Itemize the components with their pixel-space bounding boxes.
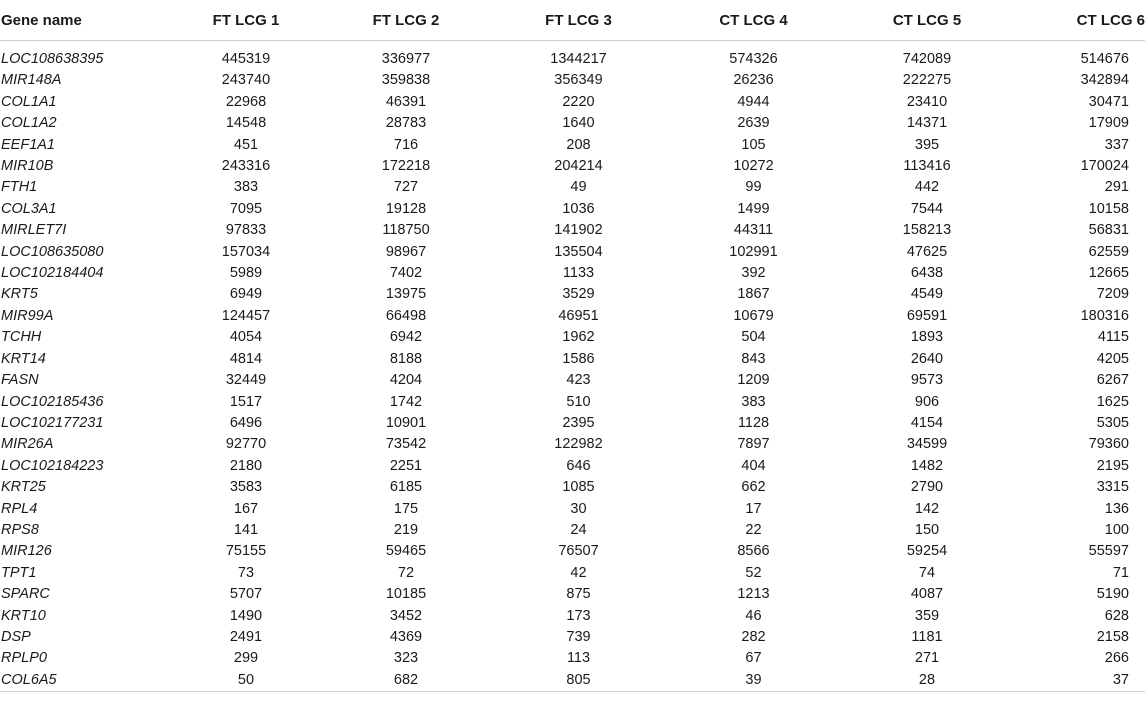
ct-lcg-5-cell: 395 — [914, 136, 940, 153]
gene-name-cell: LOC102184223 — [1, 457, 104, 474]
ft-lcg-3-cell: 135504 — [554, 243, 603, 260]
table-row — [0, 670, 1145, 692]
gene-name-cell: LOC102177231 — [1, 414, 104, 431]
ft-lcg-2-cell: 7402 — [389, 265, 423, 282]
gene-name-cell: KRT5 — [1, 286, 38, 303]
ft-lcg-1-cell: 141 — [233, 521, 259, 538]
ft-lcg-3-cell: 141902 — [554, 222, 603, 239]
ft-lcg-2-cell: 3452 — [389, 607, 423, 624]
ft-lcg-2-cell: 323 — [393, 650, 419, 667]
ct-lcg-5-cell: 9573 — [910, 372, 944, 389]
gene-name-cell: MIR126 — [1, 543, 52, 560]
gene-name-cell: COL6A5 — [0, 670, 171, 692]
ft-lcg-1-cell: 22968 — [225, 93, 267, 110]
ct-lcg-6-cell: 514676 — [1080, 51, 1129, 67]
ft-lcg-3-cell: 49 — [570, 179, 587, 196]
ct-lcg-4-cell: 843 — [741, 350, 766, 367]
ft-lcg-2-cell: 8188 — [389, 350, 423, 367]
ft-lcg-3-cell: 122982 — [554, 436, 603, 453]
ft-lcg-2-cell: 336977 — [381, 51, 431, 67]
ft-lcg-1-cell: 75155 — [225, 543, 267, 560]
table-row — [0, 520, 1145, 541]
ct-lcg-6-cell: 337 — [1104, 136, 1129, 153]
ft-lcg-3-cell: 2395 — [562, 414, 595, 431]
ct-lcg-5-cell: 1181 — [911, 628, 943, 645]
ft-lcg-1-cell: 451 — [233, 136, 259, 153]
table-row — [0, 477, 1145, 498]
ct-lcg-5-cell: 150 — [914, 521, 940, 538]
ct-lcg-4-cell: 102991 — [729, 243, 778, 260]
ct-lcg-5-cell: 1482 — [910, 457, 944, 474]
ft-lcg-2-cell: 727 — [393, 179, 419, 196]
ft-lcg-2-cell: 98967 — [385, 243, 427, 260]
ct-lcg-4-cell: 17 — [745, 500, 762, 517]
gene-name-cell: KRT14 — [1, 350, 46, 367]
ct-lcg-6-cell: 79360 — [1088, 436, 1129, 453]
ft-lcg-1-cell: 243316 — [221, 158, 271, 175]
gene-name-cell: COL1A2 — [1, 115, 57, 132]
ft-lcg-2-cell: 219 — [393, 521, 419, 538]
ft-lcg-3-cell: 1133 — [562, 265, 595, 282]
gene-name-cell: RPLP0 — [1, 650, 47, 667]
ft-lcg-1-cell: 92770 — [225, 436, 267, 453]
table-row — [0, 627, 1145, 648]
ft-lcg-3-cell: 76507 — [558, 543, 599, 560]
ct-lcg-5-cell: 158213 — [902, 222, 952, 239]
ct-lcg-5-cell: 6438 — [910, 265, 944, 282]
ct-lcg-4-cell: 2639 — [737, 115, 770, 132]
ft-lcg-3-cell: 739 — [566, 628, 591, 645]
ft-lcg-1-cell: 7095 — [229, 200, 263, 217]
table-row — [0, 413, 1145, 434]
ct-lcg-4-cell: 1499 — [737, 200, 770, 217]
ct-lcg-5-cell: 47625 — [906, 243, 948, 260]
table-row — [0, 456, 1145, 477]
ft-lcg-2-cell: 118750 — [382, 222, 430, 239]
ft-lcg-1-cell: 2491 — [229, 628, 263, 645]
ct-lcg-4-cell: 26236 — [733, 72, 774, 89]
gene-name-cell: LOC108638395 — [1, 51, 104, 67]
ct-lcg-4-cell: 4944 — [737, 93, 770, 110]
table-row — [0, 92, 1145, 113]
ft-lcg-3-cell: 1036 — [562, 200, 595, 217]
ct-lcg-4-cell: 52 — [745, 564, 762, 581]
ct-lcg-5-cell: 4549 — [910, 286, 944, 303]
ct-lcg-5-cell: 442 — [914, 179, 940, 196]
table-row — [0, 606, 1145, 627]
ft-lcg-2-cell: 46391 — [385, 93, 427, 110]
ct-lcg-4-cell: 504 — [741, 329, 766, 346]
ct-lcg-6-cell: 136 — [1104, 500, 1129, 517]
ft-lcg-1-cell: 299 — [233, 650, 259, 667]
table-row — [0, 370, 1145, 391]
ct-lcg-6-cell: 266 — [1104, 650, 1129, 667]
ct-lcg-5-cell: 142 — [914, 500, 940, 517]
ft-lcg-1-cell: 73 — [237, 564, 255, 581]
ct-lcg-6-cell: 2158 — [1096, 628, 1129, 645]
ct-lcg-4-cell: 1209 — [737, 372, 770, 389]
ft-lcg-2-cell: 13975 — [385, 286, 427, 303]
ct-lcg-6-cell: 56831 — [1088, 222, 1129, 239]
header-ft-lcg-1: FT LCG 1 — [171, 0, 321, 41]
ft-lcg-1-cell: 5707 — [229, 586, 263, 603]
table-row — [0, 584, 1145, 605]
table-row — [0, 49, 1145, 70]
ct-lcg-6-cell: 37 — [1013, 670, 1145, 692]
ft-lcg-3-cell: 3529 — [562, 286, 595, 303]
spacer-cell — [1013, 41, 1145, 50]
ct-lcg-5-cell: 2640 — [910, 350, 944, 367]
gene-name-cell: EEF1A1 — [1, 136, 55, 153]
gene-name-cell: FASN — [1, 372, 39, 389]
header-ct-lcg-6: CT LCG 6 — [1013, 0, 1145, 41]
ct-lcg-4-cell: 392 — [741, 265, 766, 282]
ft-lcg-2-cell: 59465 — [385, 543, 427, 560]
table-row — [0, 113, 1145, 134]
ft-lcg-3-cell: 42 — [570, 564, 587, 581]
ct-lcg-6-cell: 180316 — [1080, 307, 1129, 324]
ft-lcg-1-cell: 4814 — [229, 350, 263, 367]
ct-lcg-4-cell: 1213 — [737, 586, 770, 603]
ct-lcg-4-cell: 574326 — [729, 51, 778, 67]
ct-lcg-5-cell: 113416 — [903, 158, 951, 175]
ct-lcg-6-cell: 170024 — [1080, 158, 1129, 175]
table-row — [0, 499, 1145, 520]
gene-name-cell: LOC102185436 — [1, 393, 104, 410]
ct-lcg-5-cell: 906 — [914, 393, 940, 410]
ft-lcg-1-cell: 1517 — [229, 393, 263, 410]
gene-name-cell: RPL4 — [1, 500, 38, 517]
spacer-row — [0, 41, 1145, 50]
ft-lcg-1-cell: 14548 — [225, 115, 267, 132]
ct-lcg-4-cell: 404 — [741, 457, 766, 474]
ft-lcg-1-cell: 97833 — [225, 222, 267, 239]
ct-lcg-4-cell: 67 — [745, 650, 762, 667]
gene-name-cell: FTH1 — [1, 179, 38, 196]
ct-lcg-6-cell: 12665 — [1088, 265, 1129, 282]
ft-lcg-2-cell: 10901 — [385, 414, 427, 431]
ft-lcg-3-cell: 356349 — [554, 72, 603, 89]
ct-lcg-5-cell: 34599 — [906, 436, 948, 453]
header-ft-lcg-2: FT LCG 2 — [321, 0, 491, 41]
gene-name-cell: KRT25 — [1, 479, 46, 496]
ft-lcg-3-cell: 1586 — [562, 350, 595, 367]
ct-lcg-5-cell: 28 — [841, 670, 1013, 692]
ct-lcg-5-cell: 59254 — [906, 543, 948, 560]
ft-lcg-2-cell: 2251 — [389, 457, 423, 474]
ct-lcg-5-cell: 23410 — [906, 93, 948, 110]
ft-lcg-3-cell: 30 — [570, 500, 587, 517]
ct-lcg-4-cell: 44311 — [733, 222, 774, 239]
ft-lcg-1-cell: 6949 — [229, 286, 263, 303]
ft-lcg-2-cell: 6942 — [389, 329, 423, 346]
ft-lcg-3-cell: 1962 — [562, 329, 595, 346]
ft-lcg-3-cell: 1085 — [562, 479, 595, 496]
ct-lcg-4-cell: 383 — [741, 393, 766, 410]
table-row — [0, 306, 1145, 327]
spacer-cell — [841, 41, 1013, 50]
gene-name-cell: MIR10B — [1, 158, 54, 175]
spacer-cell — [491, 41, 666, 50]
ft-lcg-2-cell: 172218 — [381, 158, 431, 175]
ct-lcg-4-cell: 8566 — [737, 543, 770, 560]
ft-lcg-1-cell: 3583 — [229, 479, 263, 496]
ft-lcg-2-cell: 4204 — [389, 372, 423, 389]
table-row — [0, 242, 1145, 263]
ft-lcg-3-cell: 1344217 — [550, 51, 607, 67]
gene-name-cell: SPARC — [1, 586, 50, 603]
table-row — [0, 220, 1145, 241]
table-row — [0, 563, 1145, 584]
table-row — [0, 156, 1145, 177]
ft-lcg-2-cell: 1742 — [389, 393, 423, 410]
table-body — [0, 41, 1145, 692]
ft-lcg-3-cell: 204214 — [554, 158, 603, 175]
ft-lcg-1-cell: 4054 — [229, 329, 263, 346]
table-row — [0, 327, 1145, 348]
ct-lcg-4-cell: 39 — [666, 670, 841, 692]
ft-lcg-3-cell: 875 — [566, 586, 591, 603]
ft-lcg-3-cell: 2220 — [562, 93, 595, 110]
ct-lcg-6-cell: 100 — [1104, 521, 1129, 538]
table-row — [0, 70, 1145, 91]
ct-lcg-5-cell: 14371 — [906, 115, 948, 132]
ft-lcg-2-cell: 6185 — [389, 479, 423, 496]
table-row — [0, 392, 1145, 413]
table-row — [0, 648, 1145, 669]
table-row — [0, 284, 1145, 305]
ct-lcg-5-cell: 271 — [914, 650, 940, 667]
ct-lcg-6-cell: 4115 — [1097, 329, 1129, 346]
ft-lcg-3-cell: 46951 — [558, 307, 599, 324]
ct-lcg-4-cell: 22 — [745, 521, 762, 538]
table-row — [0, 434, 1145, 455]
gene-name-cell: TPT1 — [1, 564, 37, 581]
gene-name-cell: MIRLET7I — [1, 222, 67, 239]
ft-lcg-3-cell: 208 — [566, 136, 591, 153]
header-ct-lcg-5: CT LCG 5 — [841, 0, 1013, 41]
ft-lcg-2-cell: 682 — [321, 670, 491, 692]
ct-lcg-4-cell: 7897 — [737, 436, 770, 453]
gene-name-cell: LOC102184404 — [1, 265, 104, 282]
ft-lcg-2-cell: 359838 — [381, 72, 431, 89]
spacer-cell — [666, 41, 841, 50]
ct-lcg-6-cell: 342894 — [1080, 72, 1129, 89]
ct-lcg-6-cell: 5190 — [1096, 586, 1129, 603]
ft-lcg-1-cell: 6496 — [229, 414, 263, 431]
ft-lcg-2-cell: 66498 — [385, 307, 427, 324]
gene-name-cell: DSP — [1, 628, 31, 645]
ct-lcg-6-cell: 3315 — [1096, 479, 1129, 496]
ct-lcg-5-cell: 4154 — [910, 414, 944, 431]
ct-lcg-6-cell: 5305 — [1096, 414, 1129, 431]
ct-lcg-6-cell: 4205 — [1096, 350, 1129, 367]
table-row — [0, 177, 1145, 198]
table-row — [0, 349, 1145, 370]
ft-lcg-3-cell: 173 — [566, 607, 591, 624]
ct-lcg-4-cell: 105 — [741, 136, 766, 153]
header-gene-name: Gene name — [0, 0, 171, 41]
gene-name-cell: COL1A1 — [1, 93, 57, 110]
ft-lcg-2-cell: 72 — [397, 564, 415, 581]
ct-lcg-6-cell: 71 — [1112, 564, 1129, 581]
table-row — [0, 135, 1145, 156]
ft-lcg-1-cell: 1490 — [229, 607, 263, 624]
ft-lcg-1-cell: 32449 — [225, 372, 267, 389]
gene-name-cell: COL3A1 — [1, 200, 57, 217]
ct-lcg-4-cell: 662 — [741, 479, 766, 496]
ct-lcg-6-cell: 6267 — [1096, 372, 1129, 389]
ft-lcg-2-cell: 28783 — [385, 115, 427, 132]
ct-lcg-4-cell: 99 — [745, 179, 762, 196]
gene-name-cell: MIR99A — [1, 307, 54, 324]
ct-lcg-6-cell: 30471 — [1088, 93, 1129, 110]
ct-lcg-4-cell: 1867 — [737, 286, 770, 303]
ct-lcg-5-cell: 7544 — [910, 200, 944, 217]
ft-lcg-1-cell: 157034 — [221, 243, 271, 260]
ct-lcg-6-cell: 2195 — [1096, 457, 1129, 474]
ct-lcg-4-cell: 282 — [741, 628, 766, 645]
ft-lcg-1-cell: 167 — [233, 500, 259, 517]
ft-lcg-2-cell: 4369 — [389, 628, 423, 645]
ft-lcg-3-cell: 1640 — [562, 115, 595, 132]
ft-lcg-3-cell: 24 — [570, 521, 587, 538]
ft-lcg-1-cell: 445319 — [221, 51, 271, 67]
ct-lcg-5-cell: 69591 — [906, 307, 948, 324]
header-ct-lcg-4: CT LCG 4 — [666, 0, 841, 41]
spacer-cell — [0, 41, 171, 50]
table-row — [0, 541, 1145, 562]
ft-lcg-3-cell: 113 — [566, 650, 591, 667]
ct-lcg-5-cell: 742089 — [902, 51, 952, 67]
spacer-cell — [321, 41, 491, 50]
gene-name-cell: MIR148A — [1, 72, 62, 89]
ft-lcg-2-cell: 19128 — [385, 200, 427, 217]
header-row — [0, 0, 1145, 41]
ct-lcg-5-cell: 2790 — [910, 479, 944, 496]
ft-lcg-2-cell: 716 — [393, 136, 419, 153]
gene-name-cell: MIR26A — [1, 436, 54, 453]
ct-lcg-5-cell: 222275 — [902, 72, 952, 89]
ft-lcg-1-cell: 243740 — [221, 72, 271, 89]
ft-lcg-3-cell: 646 — [566, 457, 591, 474]
ct-lcg-6-cell: 17909 — [1088, 115, 1129, 132]
ft-lcg-2-cell: 175 — [393, 500, 419, 517]
gene-name-cell: RPS8 — [1, 521, 39, 538]
gene-name-cell: TCHH — [1, 329, 42, 346]
ct-lcg-4-cell: 10679 — [733, 307, 774, 324]
ct-lcg-5-cell: 1893 — [910, 329, 944, 346]
ct-lcg-6-cell: 628 — [1104, 607, 1129, 624]
table-row — [0, 199, 1145, 220]
ct-lcg-6-cell: 1625 — [1096, 393, 1129, 410]
ft-lcg-1-cell: 124457 — [221, 307, 271, 324]
ft-lcg-3-cell: 423 — [566, 372, 591, 389]
ft-lcg-1-cell: 5989 — [229, 265, 263, 282]
ft-lcg-1-cell: 383 — [233, 179, 259, 196]
spacer-cell — [171, 41, 321, 50]
ft-lcg-1-cell: 2180 — [229, 457, 263, 474]
ct-lcg-4-cell: 1128 — [737, 414, 770, 431]
ct-lcg-5-cell: 4087 — [910, 586, 944, 603]
ct-lcg-5-cell: 74 — [918, 564, 936, 581]
table-row — [0, 263, 1145, 284]
header-ft-lcg-3: FT LCG 3 — [491, 0, 666, 41]
ft-lcg-2-cell: 10185 — [385, 586, 427, 603]
ct-lcg-6-cell: 62559 — [1088, 243, 1129, 260]
ft-lcg-1-cell: 50 — [171, 670, 321, 692]
ft-lcg-2-cell: 73542 — [385, 436, 427, 453]
gene-name-cell: LOC108635080 — [1, 243, 104, 260]
ft-lcg-3-cell: 805 — [491, 670, 666, 692]
ct-lcg-4-cell: 10272 — [733, 158, 774, 175]
ct-lcg-6-cell: 291 — [1104, 179, 1129, 196]
ft-lcg-3-cell: 510 — [566, 393, 591, 410]
ct-lcg-4-cell: 46 — [745, 607, 762, 624]
ct-lcg-6-cell: 10158 — [1088, 200, 1129, 217]
ct-lcg-6-cell: 55597 — [1088, 543, 1129, 560]
ct-lcg-6-cell: 7209 — [1096, 286, 1129, 303]
gene-name-cell: KRT10 — [1, 607, 46, 624]
ct-lcg-5-cell: 359 — [914, 607, 940, 624]
